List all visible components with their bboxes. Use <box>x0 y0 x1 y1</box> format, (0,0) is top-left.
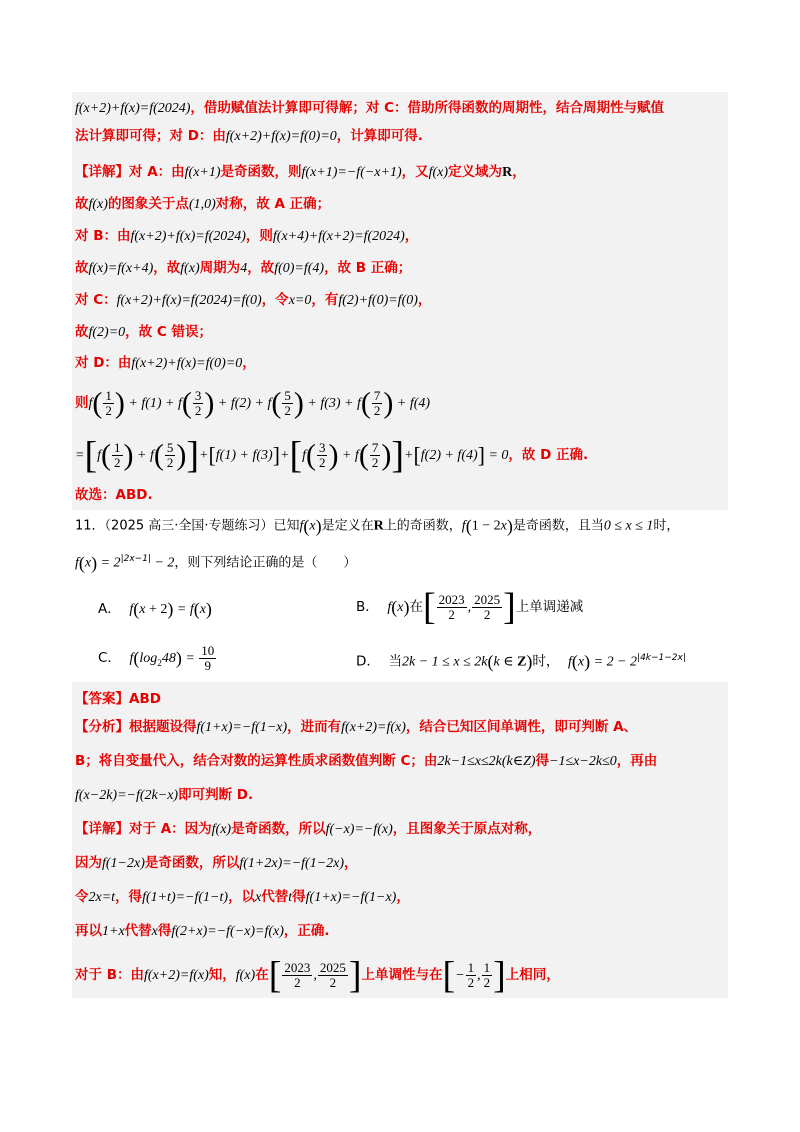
text: 定义域为 <box>448 164 503 180</box>
q11-line-1: 11．（2025 高三·全国·专题练习）已知f(x)是定义在R上的奇函数，f(1 − 2x)是奇函数，且当0 ≤ x ≤ 1时， <box>75 516 680 536</box>
text: ，故 C 错误； <box>125 324 212 340</box>
text: 是奇函数，所以 <box>144 855 240 871</box>
formula: f(−x)=−f(x) <box>325 822 393 837</box>
detail-line-2 <box>75 852 725 875</box>
formula: f(x) <box>180 261 200 276</box>
formula: f(x+2)+f(x)=f(0)=0 <box>131 356 243 371</box>
text: ，正确. <box>283 923 330 939</box>
text: 上的奇函数， <box>383 518 462 534</box>
sol10-line-9 <box>75 352 725 375</box>
detail-line-5: 对于 B：由f(x+2)=f(x)知，f(x)在[ $\frac{2023}{2}$ , $\frac{2025}{2}$ ]上单调性与在[− $\frac{1}{2}$ , $\frac{1}{2}$ ]上相同， <box>75 954 560 997</box>
sol10-line-6 <box>75 257 725 280</box>
question-source: （2025 高三·全国·专题练习）已知 <box>104 518 300 534</box>
text: 是定义在 <box>321 518 374 534</box>
formula: (1,0) <box>188 197 216 212</box>
text: ， <box>242 355 256 371</box>
sol10-line-5 <box>75 225 725 248</box>
text: ，则 <box>245 228 273 244</box>
text: 的图象关于点 <box>107 196 189 212</box>
formula: f(x+2)=f(x) <box>144 968 209 983</box>
option-c[interactable]: C． $f(\log_248)$ = $\frac{10}{9}$ <box>98 642 215 673</box>
sol10-line-4 <box>75 193 725 216</box>
sol10-line-12 <box>75 484 725 506</box>
formula: f(2)+f(0)=f(0) <box>338 293 418 308</box>
detail-line-3 <box>75 886 725 909</box>
text: 时， <box>653 518 680 534</box>
text: 【详解】对于 A：因为 <box>75 821 212 837</box>
sol10-line-7 <box>75 289 725 312</box>
analysis-line-2 <box>75 750 725 773</box>
text: 故 <box>75 324 89 340</box>
text: 是奇函数，则 <box>220 164 302 180</box>
sol10-line-1 <box>75 97 725 120</box>
text: 令 <box>75 889 89 905</box>
text: ，进而有 <box>287 719 342 735</box>
formula: f(2+x)=−f(−x)=f(x) <box>171 924 284 939</box>
text: ，故 <box>247 260 275 276</box>
answer: 【答案】ABD <box>75 691 161 707</box>
formula: f(x+2)=f(x) <box>341 720 406 735</box>
formula: f(x) <box>88 197 108 212</box>
formula: f(x+2)+f(x)=f(2024)=f(0) <box>116 293 262 308</box>
sol10-line-11: =[f( $\frac{1}{2}$ ) + f( $\frac{5}{2}$ )]+[f(1) + f(3)]+[f( $\frac{3}{2}$ ) + f( $\frac{7}{2}$ )]+[f(2) + f(4)] = 0，故 D 正确. <box>75 434 589 477</box>
fraction: $\frac{5}{2}$ <box>284 388 291 418</box>
formula: −1≤x−2k≤0 <box>549 754 617 769</box>
text: 法计算即可得；对 D：由 <box>75 128 226 144</box>
text: 因为 <box>75 855 102 871</box>
formula: x <box>151 924 158 939</box>
text: ，借助赋值法计算即可得解；对 C：借助所得函数的周期性，结合周期性与赋值 <box>190 100 665 116</box>
formula: t <box>288 890 293 905</box>
text: 对 C： <box>75 292 117 308</box>
formula: f(x+1) <box>184 165 221 180</box>
text: ， <box>404 228 419 244</box>
text: 代替 <box>261 889 289 905</box>
text: ， <box>344 855 358 871</box>
analysis-line-3 <box>75 784 725 807</box>
formula: f(x)=f(x+4) <box>88 261 154 276</box>
formula: 2k−1≤x≤2k(k∈Z) <box>437 754 536 769</box>
text: 是奇函数，且当 <box>512 518 604 534</box>
text: ， <box>396 889 410 905</box>
formula: f(x) <box>235 968 256 983</box>
text: ，又 <box>401 164 429 180</box>
text: ，且图象关于原点对称， <box>392 821 542 837</box>
text: 在 <box>255 967 269 983</box>
formula: f(1−2x) <box>102 856 145 871</box>
text: ，令 <box>261 292 289 308</box>
text: 上相同， <box>505 967 560 983</box>
option-a[interactable]: A． f(x + 2) = f(x) <box>98 599 212 619</box>
text: ，故 B 正确； <box>324 260 412 276</box>
text: 对 B：由 <box>75 228 131 244</box>
text: ，计算即可得. <box>336 128 423 144</box>
formula: 0 ≤ x ≤ 1 <box>603 518 654 534</box>
formula: 1+x <box>102 924 125 939</box>
formula: f(x) <box>211 822 232 837</box>
text: ，得 <box>115 889 143 905</box>
text: 代替 <box>124 923 152 939</box>
formula: f(x−2k)=−f(2k−x) <box>75 788 179 803</box>
option-label: D． <box>356 653 380 670</box>
formula: f(x+2)+f(x)=f(2024) <box>130 229 246 244</box>
formula: x <box>255 890 262 905</box>
option-b[interactable]: B． f(x)在[ $\frac{2023}{2}$ , $\frac{2025}{2}$ ]上单调递减 <box>356 586 584 628</box>
detail-line-1 <box>75 818 725 841</box>
sol10-line-3 <box>75 161 725 184</box>
text: 在 <box>409 599 423 615</box>
formula: f(2)=0 <box>88 325 126 340</box>
text: ， <box>512 164 526 180</box>
text: 则 <box>75 395 89 411</box>
text: 得 <box>157 923 172 939</box>
text: 时， <box>532 653 560 670</box>
option-label: A． <box>98 601 121 617</box>
formula: f(1+2x)=−f(1−2x) <box>239 856 345 871</box>
text: 【详解】对 A：由 <box>75 164 185 180</box>
text: 上单调递减 <box>515 599 584 615</box>
sol10-line-8 <box>75 321 725 344</box>
fraction: $\frac{3}{2}$ <box>194 388 202 418</box>
text: 知， <box>208 967 236 983</box>
formula: R <box>502 165 513 180</box>
text: B；将自变量代入，结合对数的运算性质求函数值判断 C；由 <box>75 753 438 769</box>
fraction: $\frac{1}{2}$ <box>105 388 112 418</box>
text: ，故 D 正确. <box>508 447 589 463</box>
formula: R <box>373 518 384 534</box>
text: ，再由 <box>616 753 658 769</box>
option-d[interactable]: D． 当2k − 1 ≤ x ≤ 2k(k ∈ Z)时， $f(x) = 2 - 2^{|4k-1-2x|}$ <box>356 651 686 672</box>
text: ， <box>417 292 432 308</box>
text: ，则下列结论正确的是（ ） <box>174 555 357 571</box>
text: ，以 <box>228 889 256 905</box>
text: 故 <box>75 196 89 212</box>
formula: f(1+t)=−f(1−t) <box>142 890 229 905</box>
sol10-line-10: 则f( $\frac{1}{2}$ ) + f(1) + f( $\frac{3}{2}$ ) + f(2) + f( $\frac{5}{2}$ ) + f(3) + f( $\frac{7}{2}$ ) + f(4) <box>75 386 431 420</box>
text: 对于 B：由 <box>75 967 144 983</box>
text: 即可判断 D. <box>178 787 254 803</box>
text: ，结合已知区间单调性，即可判断 A、 <box>405 719 638 735</box>
final-choice: 故选：ABD. <box>75 487 153 503</box>
text: ，故 <box>153 260 181 276</box>
formula: x=0 <box>288 293 312 308</box>
formula: f(x+2)+f(x)=f(0)=0 <box>225 129 337 144</box>
text: 得 <box>535 753 550 769</box>
formula: f(x+4)+f(x+2)=f(2024) <box>272 229 405 244</box>
text: 对称，故 A 正确； <box>215 196 331 212</box>
text: 当 <box>388 653 402 670</box>
question-number: 11． <box>75 518 105 534</box>
formula: 2x=t <box>88 890 116 905</box>
sol10-line-2 <box>75 125 725 148</box>
text: 再以 <box>75 923 102 939</box>
analysis-line-1 <box>75 716 725 739</box>
formula: f(1+x)=−f(1−x) <box>196 720 288 735</box>
option-label: B． <box>356 599 379 615</box>
text: 故 <box>75 260 89 276</box>
fraction: $\frac{7}{2}$ <box>373 388 381 418</box>
formula: 4 <box>240 261 248 276</box>
text: 上单调性与在 <box>361 967 443 983</box>
text: 得 <box>292 889 306 905</box>
q11-line-2: $f(x) = 2^{|2x-1|} - 2$，则下列结论正确的是（ ） <box>75 552 357 573</box>
text: 是奇函数，所以 <box>231 821 326 837</box>
text: 【分析】根据题设得 <box>75 719 197 735</box>
formula: f(x) <box>428 165 449 180</box>
formula: f(0)=f(4) <box>274 261 325 276</box>
formula: f(x+1)=−f(−x+1) <box>301 165 402 180</box>
detail-line-4 <box>75 920 725 943</box>
text: ，有 <box>311 292 339 308</box>
text: 对 D：由 <box>75 355 132 371</box>
option-label: C． <box>98 650 121 666</box>
formula: f(x+2)+f(x)=f(2024) <box>75 101 191 116</box>
answer-line <box>75 688 725 710</box>
formula: f(1+x)=−f(1−x) <box>305 890 397 905</box>
text: 周期为 <box>199 260 241 276</box>
